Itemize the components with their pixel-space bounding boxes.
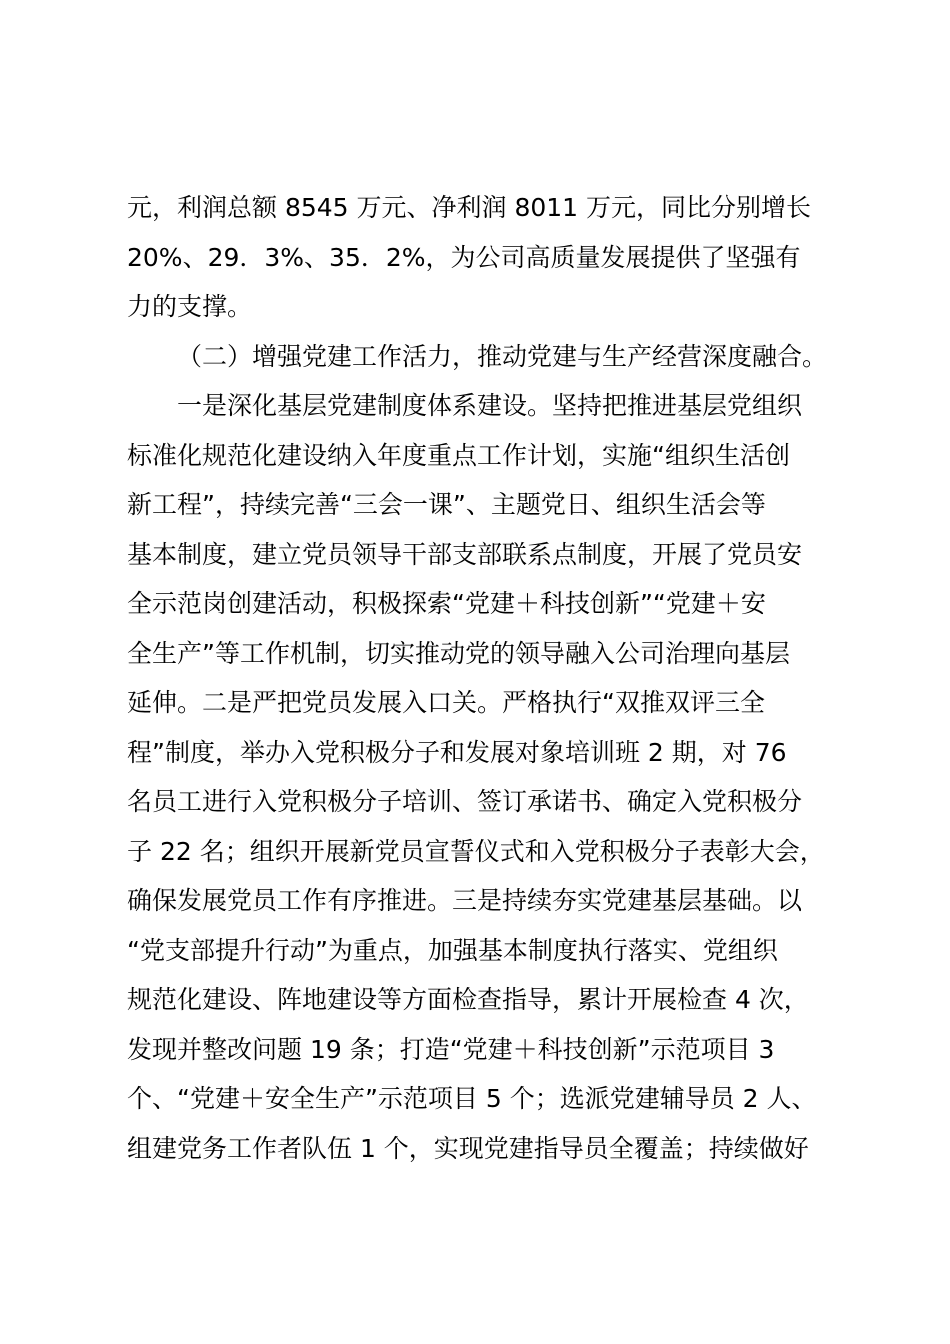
- text-line: 一是深化基层党建制度体系建设。坚持把推进基层党组织: [177, 391, 803, 420]
- text-line: 规范化建设、阵地建设等方面检查指导，累计开展检查 4 次，: [127, 985, 809, 1014]
- text-line: 基本制度，建立党员领导干部支部联系点制度，开展了党员安: [127, 539, 803, 569]
- text-line: 新工程”，持续完善“三会一课”、主题党日、组织生活会等: [127, 490, 766, 519]
- text-line: 20%、29．3%、35．2%，为公司高质量发展提供了坚强有: [127, 242, 801, 272]
- text-line: 确保发展党员工作有序推进。三是持续夯实党建基层基础。以: [127, 886, 803, 915]
- text-line: 组建党务工作者队伍 1 个，实现党建指导员全覆盖；持续做好: [127, 1133, 809, 1163]
- text-line: 发现并整改问题 19 条；打造“党建＋科技创新”示范项目 3: [127, 1034, 775, 1064]
- text-line: 全示范岗创建活动，积极探索“党建＋科技创新”“党建＋安: [127, 589, 766, 618]
- text-line: 名员工进行入党积极分子培训、签订承诺书、确定入党积极分: [127, 787, 803, 816]
- text-line: 个、“党建＋安全生产”示范项目 5 个；选派党建辅导员 2 人、: [127, 1084, 817, 1113]
- body-text: [127, 183, 847, 1173]
- text-line: 元，利润总额 8545 万元、净利润 8011 万元，同比分别增长: [127, 193, 812, 222]
- text-line: 全生产”等工作机制，切实推动党的领导融入公司治理向基层: [127, 638, 790, 668]
- text-line: “党支部提升行动”为重点，加强基本制度执行落实、党组织: [127, 935, 778, 965]
- section-heading: （二）增强党建工作活力，推动党建与生产经营深度融合。: [177, 341, 828, 371]
- text-line: 标准化规范化建设纳入年度重点工作计划，实施“组织生活创: [127, 440, 790, 470]
- text-line: 力的支撑。: [127, 292, 253, 321]
- text-line: 子 22 名；组织开展新党员宣誓仪式和入党积极分子表彰大会，: [127, 836, 825, 866]
- text-line: 程”制度，举办入党积极分子和发展对象培训班 2 期，对 76: [127, 737, 787, 767]
- text-line: 延伸。二是严把党员发展入口关。严格执行“双推双评三全: [127, 688, 765, 717]
